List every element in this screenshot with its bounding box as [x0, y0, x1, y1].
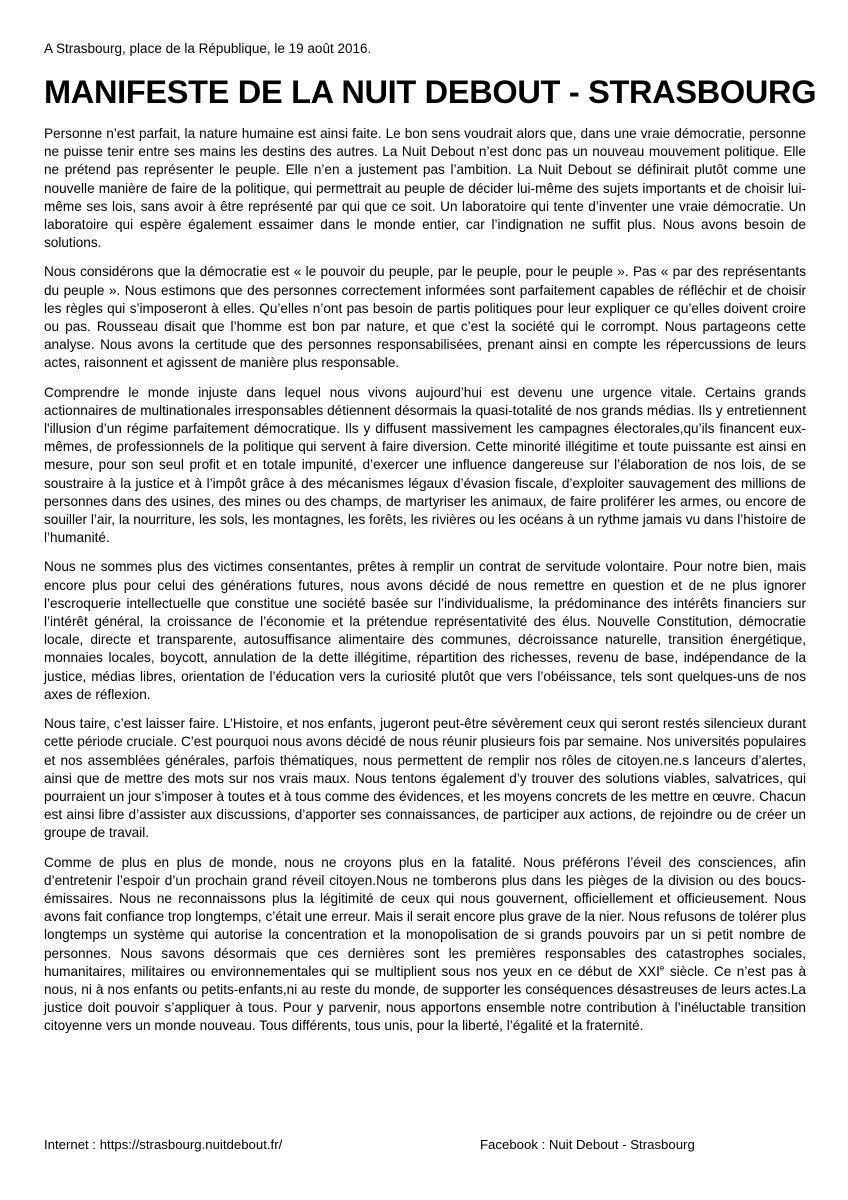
dateline: A Strasbourg, place de la République, le 19 août 2016.	[44, 41, 372, 56]
paragraph-6-part-1: Comme de plus en plus de monde, nous ne croyons plus en la fatalité. Nous préférons l’éveil des consciences, afin d’entretenir l’espoir d’un prochain grand réveil citoyen.Nous ne tomberons plus dans les pièges de la division ou des boucs-émissaires. Nous ne reconnaissons plus la légitimité de ceux qui nous gouvernent, officiellement et officieusement. Nous avons fait confiance trop longtemps, c’était une erreur. Mais il serait encore plus grave de la nier. Nous refusons de tolérer plus longtemps un système qui autorise la concentration et la monopolisation de si grands pouvoirs par un si petit nombre de personnes. Nous savons désormais que ces dernières sont les premières responsables des catastrophes sociales, humanitaires, militaires ou environnementales qui se multiplient sous nos yeux en ce début de XXI	[44, 854, 806, 979]
internet-link[interactable]: Internet : https://strasbourg.nuitdebout.fr/	[44, 1137, 283, 1152]
paragraph-6	[44, 854, 806, 1036]
facebook-link[interactable]: Facebook : Nuit Debout - Strasbourg	[480, 1137, 695, 1152]
paragraph-2: Nous considérons que la démocratie est « le pouvoir du peuple, par le peuple, pour le peuple ». Pas « par des représentants du peuple ». Nous estimons que des personnes correctement informées sont parfaitement capables de réfléchir et de choisir les règles qui s’imposeront à elles. Qu’elles n’ont pas besoin de partis politiques pour leur expliquer ce qu’elles doivent croire ou pas. Rousseau disait que l’homme est bon par nature, et que c’est la société qui le corrompt. Nous partageons cette analyse. Nous avons la certitude que des personnes responsabilisées, prenant ainsi en compte les répercussions de leurs actes, raisonnent et agissent de manière plus responsable.	[44, 264, 806, 371]
paragraph-1: Personne n’est parfait, la nature humaine est ainsi faite. Le bon sens voudrait alors que, dans une vraie démocratie, personne ne puisse tenir entre ses mains les destins des autres. La Nuit Debout n’est donc pas un nouveau mouvement politique. Elle ne prétend pas représenter le peuple. Elle n’en a justement pas l’ambition. La Nuit Debout se définirait plutôt comme une nouvelle manière de faire de la politique, qui permettrait au peuple de décider lui-même des sujets importants et de choisir lui-même ses lois, sans avoir à être représenté par qui que ce soit. Un laboratoire qui tente d’inventer une vraie démocratie. Un laboratoire qui espère également essaimer dans le monde entier, car l’indignation ne suffit plus. Nous avons besoin de solutions.	[44, 126, 806, 251]
paragraph-5: Nous taire, c’est laisser faire. L’Histoire, et nos enfants, jugeront peut-être sévèrement ceux qui seront restés silencieux durant cette période cruciale. C’est pourquoi nous avons décidé de nous réunir plusieurs fois par semaine. Nos universités populaires et nos assemblées générales, parfois thématiques, nous permettent de remplir nos rôles de citoyen.ne.s lanceurs d’alertes, ainsi que de mettre des mots sur nos vrais maux. Nous tentons également d’y trouver des solutions viables, salvatrices, qui pourraient un jour s’imposer à toutes et à tous comme des évidences, et les moyens concrets de les mettre en œuvre. Chacun est ainsi libre d’assister aux discussions, d’apporter ses connaissances, de participer aux actions, de rejoindre ou de créer un groupe de travail.	[44, 716, 806, 841]
manifesto-page	[44, 40, 817, 1047]
century-superscript: e	[659, 963, 665, 973]
paragraph-6-part-2: siècle. Ce n’est pas à nous, ni à nos enfants ou petits-enfants,ni au reste du monde, de supporter les conséquences désastreuses de leurs actes.La justice doit pouvoir s’appliquer à tous. Pour y parvenir, nous apportons ensemble notre contribution à l’inéluctable transition citoyenne vers un monde nouveau. Tous différents, tous unis, pour la liberté, l’égalité et la fraternité.	[44, 963, 807, 1034]
page-title: MANIFESTE DE LA NUIT DEBOUT - STRASBOURG	[44, 74, 817, 110]
paragraph-4: Nous ne sommes plus des victimes consentantes, prêtes à remplir un contrat de servitude volontaire. Pour notre bien, mais encore plus pour celui des générations futures, nous avons décidé de nous remettre en question et de ne plus ignorer l’escroquerie intellectuelle que constitue une société basée sur l’individualisme, la prédominance des intérêts financiers sur l’intérêt général, la croissance de l’économie et la prétendue représentativité des élus. Nouvelle Constitution, démocratie locale, directe et transparente, autosuffisance alimentaire des communes, décroissance naturelle, transition énergétique, monnaies locales, boycott, annulation de la dette illégitime, répartition des richesses, revenu de base, indépendance de la justice, médias libres, orientation de l’éducation vers la curiosité plutôt que vers l’obéissance, tels sont quelques-uns de nos axes de réflexion.	[44, 559, 806, 702]
paragraph-3: Comprendre le monde injuste dans lequel nous vivons aujourd’hui est devenu une urgence vitale. Certains grands actionnaires de multinationales irresponsables détiennent désormais la quasi-totalité de nos grands médias. Ils y entretiennent l'illusion d’un régime parfaitement démocratique. Ils y diffusent massivement les campagnes électorales,qu’ils financent eux-mêmes, de professionnels de la politique qui servent à faire diversion. Cette minorité illégitime et toute puissante est ainsi en mesure, pour son seul profit et en totale impunité, d’exercer une influence dangereuse sur l’élaboration de nos lois, de se soustraire à la justice et à l’impôt grâce à des mécanismes légaux d’évasion fiscale, d’exploiter sauvagement des millions de personnes dans des usines, des mines ou des champs, de martyriser les animaux, de faire proliférer les armes, ou encore de souiller l’air, la nourriture, les sols, les montagnes, les forêts, les rivières ou les océans à un rythme jamais vu dans l’histoire de l’humanité.	[44, 384, 806, 546]
